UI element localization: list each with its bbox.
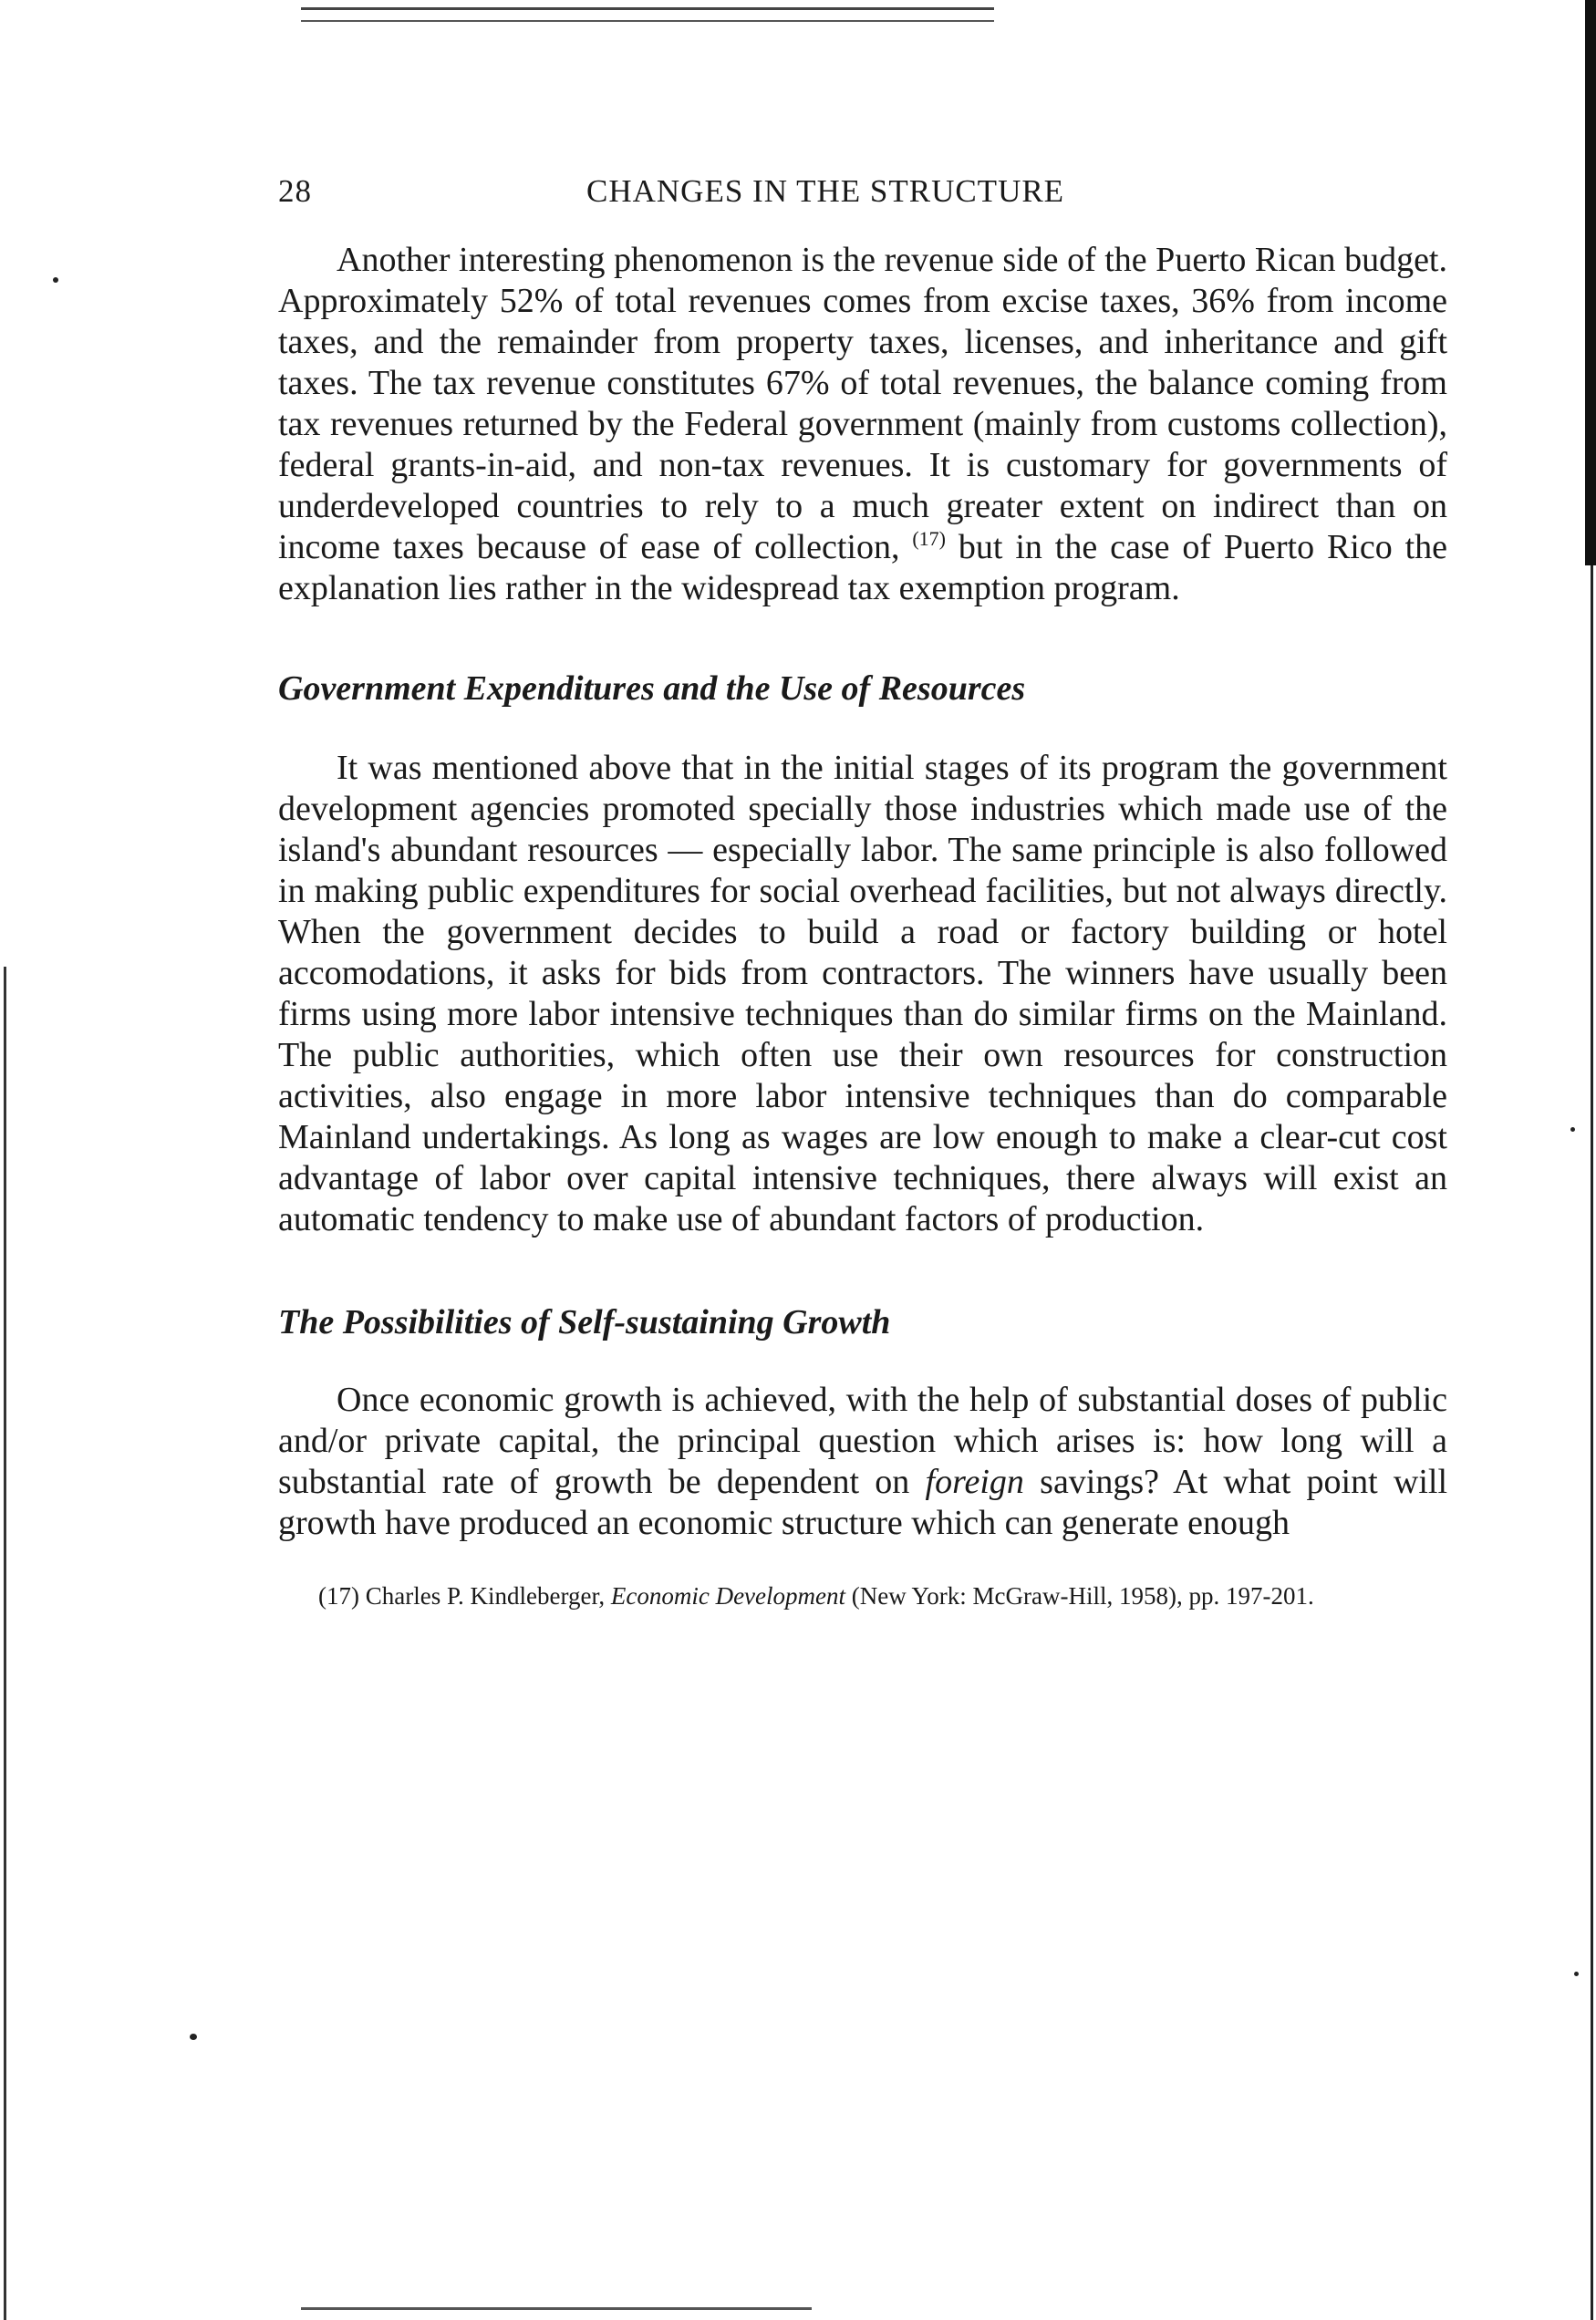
paragraph-revenue-text: Another interesting phenomenon is the revenue side of the Puerto Rican budget. Approximately 52% of total revenues comes from excise taxes, 36% from income taxes, and the remainder from property taxes, licenses, and inheritance and gift taxes. The tax revenue constitutes 67% of total revenues, the balance coming from tax revenues returned by the Federal government (mainly from customs collection), federal grants-in-aid, and non-tax revenues. It is customary for governments of underdeveloped countries to rely to a much greater extent on indirect than on income taxes because of ease of collection, (278, 241, 1447, 566)
scan-speck (190, 2034, 197, 2040)
footnote-author: Charles P. Kindleberger, (365, 1582, 606, 1610)
scan-edge-top (301, 7, 994, 10)
italic-word: foreign (925, 1463, 1024, 1501)
scan-speck (53, 277, 58, 283)
paragraph-revenue (278, 240, 1447, 609)
footnote-details: (New York: McGraw-Hill, 1958), pp. 197-201. (851, 1582, 1314, 1610)
paragraph-growth-text-end: savings? At what point will growth have produced an economic structure which can generate enough (278, 1463, 1448, 1542)
paragraph-growth (278, 1380, 1447, 1544)
scan-speck (1574, 1972, 1579, 1976)
scan-edge-right-thin (1591, 565, 1593, 2320)
book-page (278, 173, 1447, 1611)
running-title: CHANGES IN THE STRUCTURE (586, 173, 1065, 209)
footnote (278, 1580, 1447, 1611)
scan-edge-right (1585, 0, 1596, 565)
paragraph-expenditures: It was mentioned above that in the initial stages of its program the government development agencies promoted specially those industries which made use of the island's abundant resources — especially labor. The same principle is also followed in making public expenditures for social overhead facilities, but not always directly. When the government decides to build a road or factory building or hotel accomodations, it asks for bids from contractors. The winners have usually been firms using more labor intensive techniques than do similar firms on the Mainland. The public authorities, which often use their own resources for construction activities, also engage in more labor intensive techniques than do comparable Mainland undertakings. As long as wages are low enough to make a clear-cut cost advantage of labor over capital intensive techniques, there always will exist an automatic tendency to make use of abundant factors of production. (278, 749, 1447, 1238)
scan-edge-bottom (301, 2307, 812, 2310)
footnote-title: Economic Development (610, 1582, 846, 1610)
footnote-reference: (17) (912, 527, 947, 550)
scan-edge-left (4, 967, 6, 2320)
footnote-number: (17) (318, 1582, 359, 1610)
scan-speck (1570, 1127, 1575, 1132)
paragraph-growth-text: Once economic growth is achieved, with the help of substantial doses of public and/or private capital, the principal question which arises is: how long will a substantial rate of growth be dependent on (278, 1381, 1447, 1501)
running-head (278, 173, 1447, 221)
scan-edge-top-secondary (301, 20, 994, 22)
paragraph-revenue-text-end: but in the case of Puerto Rico the explanation lies rather in the widespread tax exemption program. (278, 528, 1448, 607)
page-number: 28 (278, 173, 312, 209)
section-heading-expenditures: Government Expenditures and the Use of Resources (278, 669, 1026, 708)
section-heading-growth: The Possibilities of Self-sustaining Growth (278, 1303, 891, 1341)
